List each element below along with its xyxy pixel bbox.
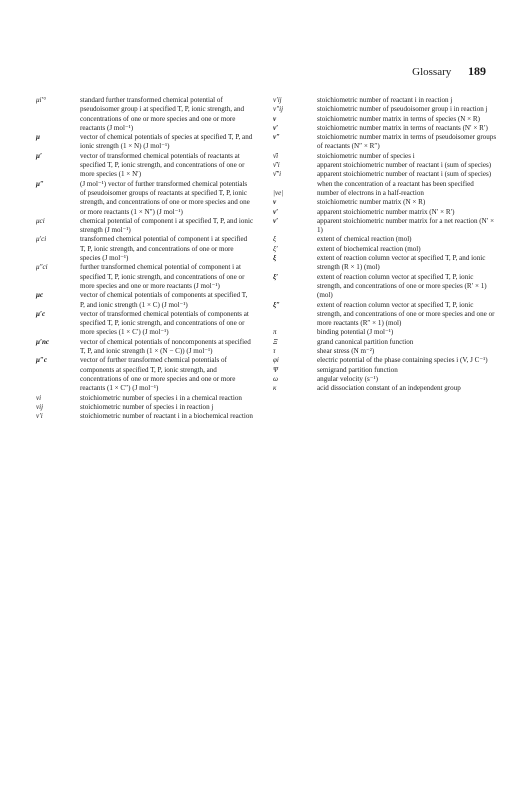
glossary-symbol: ν′ [273, 207, 279, 216]
glossary-definition: vector of chemical potentials of components at specified T, P, and ionic strength (1 × C) (J mol⁻¹) [80, 291, 248, 309]
glossary-definition: semigrand partition function [317, 365, 398, 374]
glossary-symbol: |νe| [273, 188, 284, 197]
glossary-entry [36, 217, 254, 236]
glossary-entry [273, 254, 497, 273]
glossary-entry [36, 338, 254, 357]
glossary-entry [36, 291, 254, 310]
glossary-definition: transformed chemical potential of component i at specified T, P, ionic strength, and concentrations of one or more species (J mol⁻¹) [80, 235, 248, 263]
glossary-entry [36, 356, 254, 393]
glossary-definition: apparent stoichiometric number matrix for a net reaction (N′ × 1) [317, 216, 495, 235]
glossary-entry [273, 235, 497, 244]
glossary-entry [273, 301, 497, 329]
glossary-entry [273, 328, 497, 337]
glossary-symbol: ν̄″i [273, 170, 282, 179]
glossary-symbol: ν [273, 114, 277, 123]
glossary-definition: extent of reaction column vector at specified T, P, and ionic strength (R × 1) (mol) [317, 254, 486, 272]
glossary-definition: number of electrons in a half-reaction [317, 188, 424, 197]
glossary-symbol: μc [36, 291, 44, 300]
glossary-definition: electric potential of the phase containing species i (V, J C⁻¹) [317, 356, 488, 365]
glossary-symbol: ω [273, 374, 279, 383]
glossary-definition: stoichiometric number of pseudoisomer group i in reaction j [317, 105, 488, 114]
glossary-symbol: μ″ [36, 179, 44, 188]
glossary-symbol: μ′ [36, 151, 42, 160]
glossary-definition: vector of transformed chemical potentials of components at specified T, P, ionic strength, and concentrations of one or more species (1 × C′) (J mol⁻¹) [80, 309, 249, 337]
page-number: 189 [468, 64, 486, 78]
running-title: Glossary [412, 66, 452, 78]
glossary-entry [273, 152, 497, 161]
glossary-symbol: μci [36, 216, 45, 225]
glossary-entry [36, 403, 254, 412]
glossary-symbol: ν′ [273, 123, 279, 132]
glossary-symbol: ν″ij [273, 105, 284, 114]
glossary-definition: vector of chemical potentials of noncomponents at specified T, P, and ionic strength (1 × (N − C)) (J mol⁻¹) [80, 337, 251, 356]
glossary-entry [273, 217, 497, 236]
glossary-column-left [36, 96, 254, 421]
glossary-definition: standard further transformed chemical potential of pseudoisomer group i at specified T, P, ionic strength, and concentrations of one or more species and one or more reactants (J mol⁻¹) [80, 96, 245, 132]
glossary-symbol: μi′° [36, 96, 46, 104]
glossary-definition: extent of reaction column vector at specified T, P, ionic strength, and concentrations of one or more species and one or more reactants (R″ × 1) (mol) [317, 300, 495, 328]
glossary-definition: apparent stoichiometric number of reactant i (sum of species) [317, 161, 492, 170]
page-header [412, 64, 486, 79]
glossary-symbol: νij [36, 402, 44, 411]
glossary-symbol: ν [273, 198, 277, 207]
glossary-entry [273, 133, 497, 152]
glossary-entry [273, 245, 497, 254]
glossary-entry [273, 338, 497, 347]
glossary-entry [273, 356, 497, 365]
glossary-entry [36, 263, 254, 291]
glossary-entry [273, 105, 497, 114]
glossary-entry [273, 170, 497, 189]
glossary-symbol: ν′ [273, 216, 279, 225]
glossary-symbol: ξ″ [273, 300, 281, 309]
glossary-entry [36, 180, 254, 217]
glossary-definition: apparent stoichiometric number matrix (N′ × R′) [317, 207, 455, 216]
glossary-definition: acid dissociation constant of an independent group [317, 384, 461, 393]
glossary-entry [273, 189, 497, 198]
glossary-symbol: μ′ci [36, 235, 47, 244]
glossary-symbol: φi [273, 356, 279, 365]
glossary-definition: (J mol⁻¹) vector of further transformed chemical potentials of pseudoisomer groups of reactants at specified T, P, ionic strength, and concentrations of one or more species and one or more reactants (1 × N″) (J mol⁻¹) [80, 179, 250, 216]
glossary-entry [36, 412, 254, 421]
glossary-definition: stoichiometric number matrix in terms of pseudoisomer groups of reactants (N″ × R″) [317, 133, 497, 151]
glossary-entry [273, 161, 497, 170]
glossary-symbol: νi [36, 393, 42, 402]
glossary-entry [273, 115, 497, 124]
glossary-definition: stoichiometric number matrix in terms of species (N × R) [317, 114, 480, 123]
glossary-symbol: ν′ij [273, 96, 282, 104]
glossary-symbol: μ′c [36, 309, 46, 318]
glossary-symbol: ξ′ [273, 272, 279, 281]
glossary-entry [273, 375, 497, 384]
glossary-symbol: π [273, 328, 277, 337]
glossary-symbol: Ψ [273, 365, 278, 374]
glossary-entry [36, 152, 254, 180]
glossary-definition: stoichiometric number of species i in reaction j [80, 402, 214, 411]
glossary-entry [273, 384, 497, 393]
glossary-definition: stoichiometric number matrix in terms of reactants (N′ × R′) [317, 123, 488, 132]
glossary-entry [36, 96, 254, 133]
glossary-definition: stoichiometric number of reactant i in a biochemical reaction [80, 412, 253, 421]
glossary-entry [273, 208, 497, 217]
glossary-definition: binding potential (J mol⁻¹) [317, 328, 394, 337]
glossary-symbol: μ″ci [36, 263, 48, 272]
glossary-definition: extent of biochemical reaction (mol) [317, 244, 421, 253]
glossary-column-right [273, 96, 497, 394]
glossary-definition: further transformed chemical potential of component i at specified T, P, ionic strength, and concentrations of one or more species and one or more reactants (J mol⁻¹) [80, 263, 245, 290]
glossary-symbol: Ξ [273, 337, 278, 346]
glossary-definition: vector of further transformed chemical potentials of components at specified T, P, ionic strength, and concentrations of one or more species and one or more reactants (1 × C″) (J mol⁻¹) [80, 356, 236, 393]
glossary-definition: extent of chemical reaction (mol) [317, 235, 412, 244]
glossary-entry [273, 124, 497, 133]
glossary-entry [36, 133, 254, 152]
glossary-symbol: ν″ [273, 133, 281, 142]
glossary-definition: vector of transformed chemical potentials of reactants at specified T, P, ionic strength, and concentrations of one or more species (1 × N′) [80, 151, 245, 179]
glossary-entry [273, 96, 497, 105]
glossary-definition: angular velocity (s⁻¹) [317, 374, 379, 383]
glossary-entry [36, 310, 254, 338]
glossary-symbol: τ [273, 347, 276, 356]
glossary-entry [36, 235, 254, 263]
glossary-definition: grand canonical partition function [317, 337, 414, 346]
glossary-entry [273, 347, 497, 356]
glossary-symbol: ν̄′i [273, 161, 280, 170]
glossary-symbol: ξ [273, 235, 277, 244]
glossary-entry [273, 273, 497, 301]
glossary-definition: apparent stoichiometric number of reactant i (sum of species) when the concentration of a reactant has been specified [317, 170, 492, 188]
glossary-definition: stoichiometric number of species i [317, 151, 415, 160]
glossary-definition: stoichiometric number of species i in a chemical reaction [80, 393, 242, 402]
glossary-entry [273, 198, 497, 207]
glossary-definition: stoichiometric number of reactant i in reaction j [317, 96, 453, 104]
glossary-symbol: ξ′ [273, 244, 278, 253]
glossary-entry [36, 394, 254, 403]
glossary-symbol: ξ [273, 254, 277, 263]
glossary-symbol: μ′nc [36, 337, 50, 346]
glossary-entry [273, 366, 497, 375]
glossary-definition: stoichiometric number matrix (N × R) [317, 198, 426, 207]
glossary-definition: vector of chemical potentials of species at specified T, P, and ionic strength (1 × N) (J mol⁻¹) [80, 133, 253, 151]
glossary-definition: chemical potential of component i at specified T, P, and ionic strength (J mol⁻¹) [80, 216, 254, 235]
glossary-symbol: ν̄i [273, 151, 279, 160]
glossary-symbol: μ [36, 133, 40, 142]
glossary-symbol: κ [273, 384, 277, 393]
glossary-symbol: ν′i [36, 412, 43, 421]
glossary-definition: extent of reaction column vector at specified T, P, ionic strength, and concentrations of one or more species (R′ × 1) (mol) [317, 272, 487, 300]
glossary-symbol: μ″c [36, 356, 48, 365]
glossary-definition: shear stress (N m⁻²) [317, 347, 375, 356]
